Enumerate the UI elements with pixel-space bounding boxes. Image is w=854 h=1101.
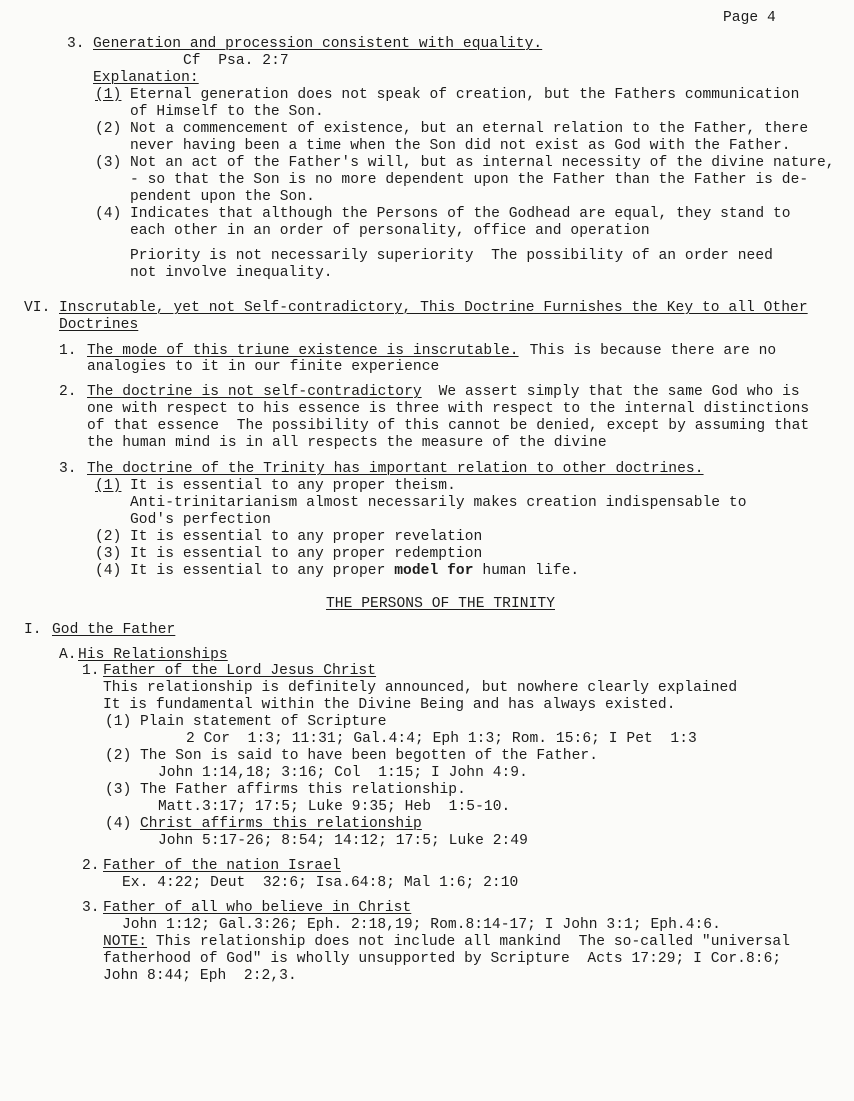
sub-item-text-c: human life. — [473, 563, 580, 579]
section-3-heading: Generation and procession consistent with equality. — [93, 36, 543, 52]
relationship-heading: Father of the Lord Jesus Christ — [103, 663, 377, 679]
item-text: analogies to it in our finite experience — [87, 359, 440, 375]
relationship-heading: Father of the nation Israel — [103, 858, 341, 874]
sub-item-number: (2) — [95, 529, 122, 545]
list-item-text: never having been a time when the Son did not exist as God with the Father. — [130, 138, 791, 154]
sub-item-text-a: It is essential to any proper — [130, 563, 395, 579]
note-text: This relationship does not include all mankind The so-called "universal — [147, 934, 791, 950]
relationship-number: 2. — [82, 858, 100, 874]
item-heading: The mode of this triune existence is inscrutable. — [87, 343, 519, 359]
item-text: of that essence The possibility of this cannot be denied, except by assuming that — [87, 418, 810, 434]
sub-item-number: (4) — [95, 563, 122, 579]
section-3-reference: Cf Psa. 2:7 — [183, 53, 289, 69]
subsection-a-number: A. — [59, 647, 77, 663]
sub-item-text-bold: model for — [394, 563, 474, 579]
relationship-text: This relationship is definitely announced, but nowhere clearly explained — [103, 680, 738, 696]
sub-item-label: Plain statement of Scripture — [140, 714, 387, 730]
item-number: 2. — [59, 384, 77, 400]
relationship-number: 3. — [82, 900, 100, 916]
list-item-text: of Himself to the Son. — [130, 104, 324, 120]
section-i-heading: God the Father — [52, 622, 176, 638]
sub-item-number: (1) — [95, 478, 122, 494]
subsection-a-heading: His Relationships — [78, 647, 228, 663]
scripture-reference: Ex. 4:22; Deut 32:6; Isa.64:8; Mal 1:6; 2:10 — [122, 875, 519, 891]
item-text: This is because there are no — [512, 343, 777, 359]
note-label: NOTE: — [103, 934, 148, 950]
scripture-reference: John 5:17-26; 8:54; 14:12; 17:5; Luke 2:49 — [158, 833, 528, 849]
sub-item-text — [130, 563, 579, 580]
list-item-text: each other in an order of personality, office and operation — [130, 223, 650, 239]
priority-note: not involve inequality. — [130, 265, 333, 281]
item-heading: The doctrine is not self-contradictory — [87, 384, 422, 400]
note-line — [103, 934, 790, 951]
list-item-text: Indicates that although the Persons of the Godhead are equal, they stand to — [130, 206, 791, 222]
scripture-reference: John 1:12; Gal.3:26; Eph. 2:18,19; Rom.8:14-17; I John 3:1; Eph.4:6. — [122, 917, 721, 933]
sub-item-number: (1) — [105, 714, 132, 730]
item-text: the human mind is in all respects the measure of the divine — [87, 435, 607, 451]
explanation-label: Explanation: — [93, 70, 199, 86]
priority-note: Priority is not necessarily superiority The possibility of an order need — [130, 248, 773, 264]
sub-item-number: (3) — [95, 546, 122, 562]
list-item-text: Eternal generation does not speak of creation, but the Fathers communication — [130, 87, 800, 103]
relationship-number: 1. — [82, 663, 100, 679]
sub-item-label: The Son is said to have been begotten of the Father. — [140, 748, 598, 764]
sub-item-number: (2) — [105, 748, 132, 764]
sub-item-number: (3) — [105, 782, 132, 798]
list-item-number: (2) — [95, 121, 122, 137]
list-item-text: - so that the Son is no more dependent upon the Father than the Father is de- — [130, 172, 809, 188]
list-item-number: (1) — [95, 87, 122, 103]
scripture-reference: John 1:14,18; 3:16; Col 1:15; I John 4:9. — [158, 765, 528, 781]
item-text: one with respect to his essence is three with respect to the internal distinctions — [87, 401, 810, 417]
scripture-reference: 2 Cor 1:3; 11:31; Gal.4:4; Eph 1:3; Rom. 15:6; I Pet 1:3 — [186, 731, 697, 747]
scripture-reference: Matt.3:17; 17:5; Luke 9:35; Heb 1:5-10. — [158, 799, 511, 815]
sub-item-number: (4) — [105, 816, 132, 832]
section-vi-number: VI. — [24, 300, 51, 316]
page-number: Page 4 — [723, 10, 776, 26]
section-vi-heading: Doctrines — [59, 317, 139, 333]
sub-item-text: It is essential to any proper revelation — [130, 529, 483, 545]
list-item-text: Not an act of the Father's will, but as internal necessity of the divine nature, — [130, 155, 835, 171]
section-vi-heading: Inscrutable, yet not Self-contradictory, This Doctrine Furnishes the Key to all Other — [59, 300, 808, 316]
relationship-text: It is fundamental within the Divine Being and has always existed. — [103, 697, 676, 713]
item-number: 1. — [59, 343, 77, 359]
sub-item-label: Christ affirms this relationship — [140, 816, 422, 832]
sub-item-text: It is essential to any proper theism. — [130, 478, 456, 494]
persons-title: THE PERSONS OF THE TRINITY — [326, 596, 555, 612]
list-item-number: (4) — [95, 206, 122, 222]
sub-item-text: Anti-trinitarianism almost necessarily makes creation indispensable to — [130, 495, 747, 511]
relationship-heading: Father of all who believe in Christ — [103, 900, 412, 916]
item-heading: The doctrine of the Trinity has important relation to other doctrines. — [87, 461, 704, 477]
note-text: fatherhood of God" is wholly unsupported by Scripture Acts 17:29; I Cor.8:6; — [103, 951, 782, 967]
section-i-number: I. — [24, 622, 42, 638]
item-number: 3. — [59, 461, 77, 477]
list-item-number: (3) — [95, 155, 122, 171]
sub-item-label: The Father affirms this relationship. — [140, 782, 466, 798]
section-3-number: 3. — [67, 36, 85, 52]
sub-item-text: God's perfection — [130, 512, 271, 528]
list-item-text: Not a commencement of existence, but an eternal relation to the Father, there — [130, 121, 809, 137]
item-text: We assert simply that the same God who is — [421, 384, 800, 400]
list-item-text: pendent upon the Son. — [130, 189, 315, 205]
note-text: John 8:44; Eph 2:2,3. — [103, 968, 297, 984]
sub-item-text: It is essential to any proper redemption — [130, 546, 483, 562]
